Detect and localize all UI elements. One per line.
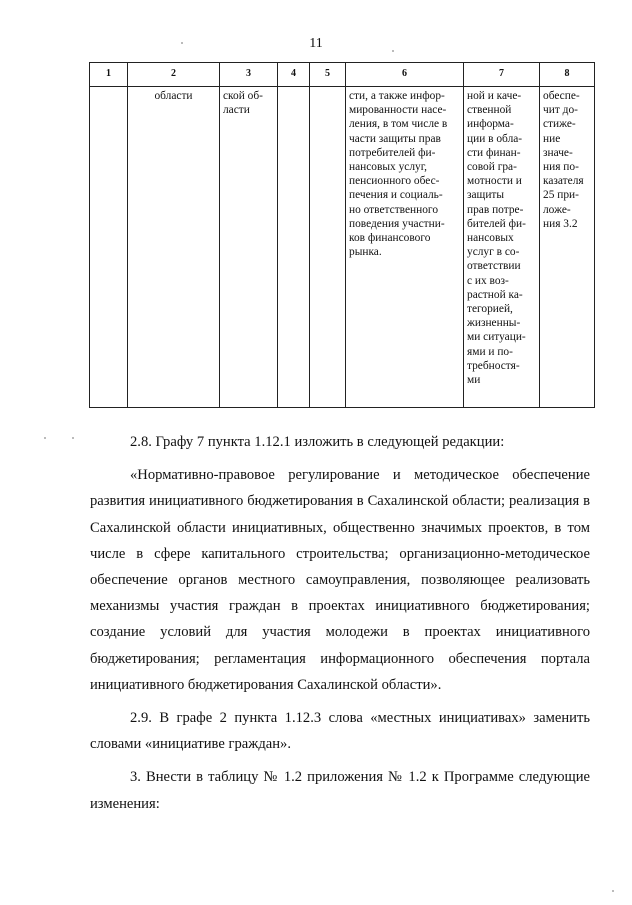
paragraph-2-8: 2.8. Графу 7 пункта 1.12.1 изложить в следующей редакции: [130, 434, 505, 450]
page-number: 11 [309, 36, 323, 51]
cell-col-7 [464, 87, 540, 408]
cell-col-6-text: сти, а также инфор- мированности насе- ления, в том числе в части защиты прав потребителей фи- нансовых услуг, пенсионного обес- печения и социаль- но ответственного поведения участни- ков финансового рынка. [349, 90, 448, 259]
cell-col-5 [310, 87, 346, 408]
cell-col-2-text: области [154, 90, 193, 102]
scan-speck [392, 50, 394, 52]
header-col-4: 4 [278, 63, 310, 87]
header-col-3: 3 [220, 63, 278, 87]
cell-col-3-text: ской об- ласти [223, 90, 263, 117]
scan-speck [44, 437, 46, 439]
paragraph-3: 3. Внести в таблицу № 1.2 приложения № 1.2 к Программе следующие изменения: [90, 769, 590, 812]
header-col-1: 1 [90, 63, 128, 87]
program-table [89, 62, 595, 408]
scan-speck [181, 42, 183, 44]
cell-col-4 [278, 87, 310, 408]
cell-col-7-text: ной и каче- ственной информа- ции в обла- сти финан- совой гра- мотности и защиты прав потре- бителей фи- нансовых услуг в со- ответствии с их воз- растной ка- тегорией, жизненны- ми ситуаци- ями и по- требностя- ми [467, 90, 526, 387]
amendment-text [90, 429, 590, 817]
cell-col-2 [128, 87, 220, 408]
table-header-row [90, 63, 595, 87]
header-col-5: 5 [310, 63, 346, 87]
cell-col-6 [346, 87, 464, 408]
header-col-2: 2 [128, 63, 220, 87]
header-col-8: 8 [540, 63, 595, 87]
cell-col-1 [90, 87, 128, 408]
cell-col-8 [540, 87, 595, 408]
header-col-7: 7 [464, 63, 540, 87]
paragraph-2-9: 2.9. В графе 2 пункта 1.12.3 слова «местных инициативах» заменить словами «инициативе граждан». [90, 710, 590, 753]
scan-speck [612, 890, 614, 892]
scan-speck [72, 437, 74, 439]
cell-col-3 [220, 87, 278, 408]
cell-col-8-text: обеспе- чит до- стиже- ние значе- ния по- казателя 25 при- ложе- ния 3.2 [543, 90, 584, 230]
header-col-6: 6 [346, 63, 464, 87]
paragraph-quote: «Нормативно-правовое регулирование и методическое обеспечение развития инициативного бюджетирования в Сахалинской области; реализация в Сахалинской области инициативных, общественно значимых проектов, в том числе в сфере капитального строительства; организационно-методическое обеспечение органов местного самоуправления, позволяющее реализовать механизмы участия граждан в проектах инициативного бюджетирования; создание условий для участия молодежи в проектах инициативного бюджетирования; регламентация информационного обеспечения портала инициативного бюджетирования Сахалинской области». [90, 467, 590, 693]
table-row [90, 87, 595, 408]
